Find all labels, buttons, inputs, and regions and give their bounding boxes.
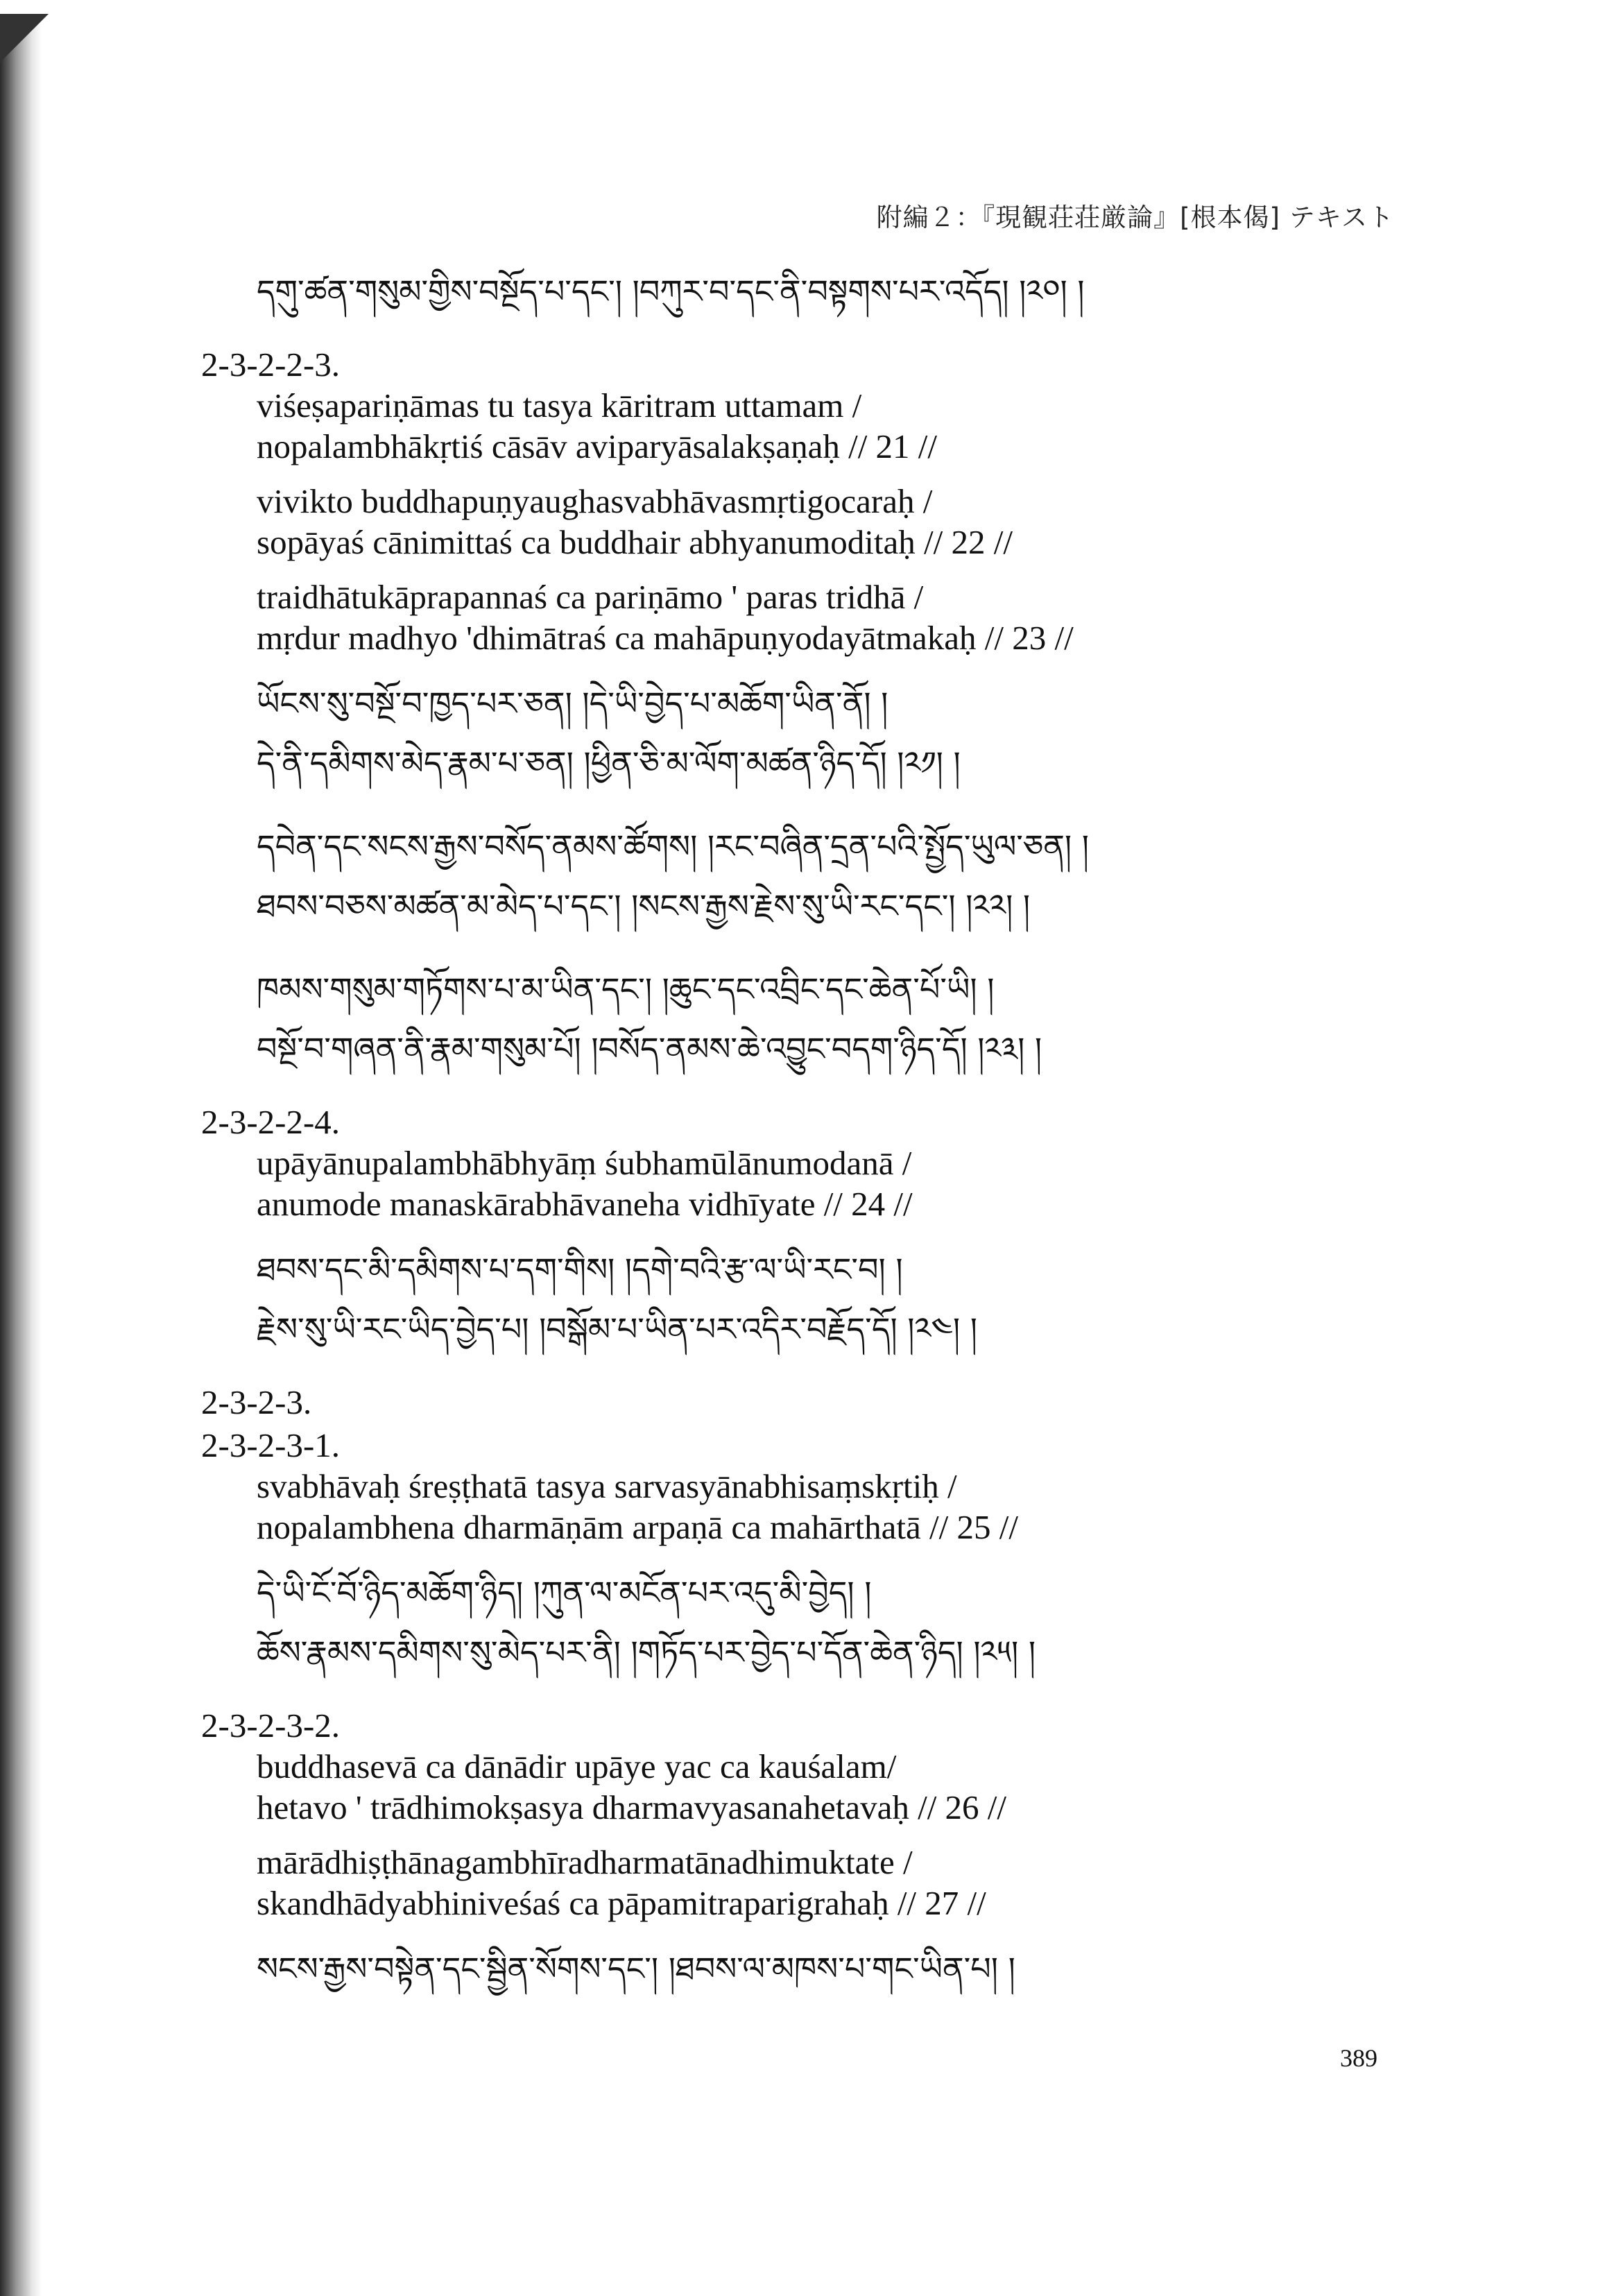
sanskrit-line: vivikto buddhapuṇyaughasvabhāvasmṛtigocaraḥ / [257,482,933,520]
sanskrit-line: nopalambhena dharmāṇām arpaṇā ca mahārthatā // 25 // [257,1508,1018,1546]
tibetan-line: ཆོས་རྣམས་དམིགས་སུ་མེད་པར་ནི། །གཏོད་པར་བྱེད་པ་དོན་ཆེན་ཉིད། །༢༥། ། [257,1634,1036,1671]
binding-corner [0,14,49,62]
sanskrit-line: skandhādyabhiniveśaś ca pāpamitraparigrahaḥ // 27 // [257,1884,986,1922]
sanskrit-line: viśeṣapariṇāmas tu tasya kāritram uttamam / [257,386,862,425]
sanskrit-verse [257,481,1450,563]
tibetan-line: སངས་རྒྱས་བསྟེན་དང་སྦྱིན་སོགས་དང་། །ཐབས་ལ་མཁས་པ་གང་ཡིན་པ། ། [257,1950,1015,1987]
section-number: 2-3-2-2-4. [201,1103,341,1141]
sanskrit-verse [257,385,1450,467]
sanskrit-line: buddhasevā ca dānādir upāye yac ca kauśalam/ [257,1747,897,1785]
tibetan-line: དེ་ཡི་ངོ་བོ་ཉིད་མཆོག་ཉིད། །ཀུན་ལ་མངོན་པར་འདུ་མི་བྱེད། ། [257,1574,872,1611]
sanskrit-verse [257,1842,1450,1924]
tibetan-line: བསྔོ་བ་གཞན་ནི་རྣམ་གསུམ་པོ། །བསོད་ནམས་ཆེ་འབྱུང་བདག་ཉིད་དོ། །༢༣། ། [257,1030,1042,1068]
tibetan-line: ཐབས་དང་མི་དམིགས་པ་དག་གིས། །དགེ་བའི་རྩ་ལ་ཡི་རང་བ། ། [257,1251,903,1288]
section-number: 2-3-2-3. [201,1383,312,1421]
tibetan-verse [257,816,1450,936]
sanskrit-verse [257,1142,1450,1224]
sanskrit-line: sopāyaś cānimittaś ca buddhair abhyanumoditaḥ // 22 // [257,523,1013,561]
binding-shadow [0,21,42,2296]
sanskrit-line: anumode manaskārabhāvaneha vidhīyate // 24 // [257,1185,913,1223]
tibetan-line: དེ་ནི་དམིགས་མེད་རྣམ་པ་ཅན། །ཕྱིན་ཅི་མ་ལོག་མཚན་ཉིད་དོ། །༢༡། ། [257,744,961,782]
sanskrit-verse [257,576,1450,658]
sanskrit-line: upāyānupalambhābhyāṃ śubhamūlānumodanā / [257,1144,912,1182]
sanskrit-line: traidhātukāprapannaś ca pariṇāmo ' paras tridhā / [257,578,924,616]
tibetan-line: ཁམས་གསུམ་གཏོགས་པ་མ་ཡིན་དང་། །ཆུང་དང་འབྲིང་དང་ཆེན་པོ་ཡི། ། [257,970,995,1008]
tibetan-line: ཡོངས་སུ་བསྔོ་བ་ཁྱད་པར་ཅན། །དེ་ཡི་བྱེད་པ་མཆོག་ཡིན་ནོ། ། [257,685,888,722]
section-number: 2-3-2-3-2. [201,1706,341,1745]
tibetan-line: རྗེས་སུ་ཡི་རང་ཡིད་བྱེད་པ། །བསྒོམ་པ་ཡིན་པར་འདིར་བརྗོད་དོ། །༢༤། ། [257,1310,977,1348]
tibetan-line: ཐབས་བཅས་མཚན་མ་མེད་པ་དང་། །སངས་རྒྱས་རྗེས་སུ་ཡི་རང་དང་། །༢༢། ། [257,887,1031,925]
sanskrit-line: mārādhiṣṭhānagambhīradharmatānadhimuktate / [257,1843,913,1881]
tibetan-verse [257,1240,1450,1359]
sanskrit-line: hetavo ' trādhimokṣasya dharmavyasanahetavaḥ // 26 // [257,1788,1007,1826]
section-number: 2-3-2-3-1. [201,1426,341,1464]
tibetan-verse [257,262,1450,321]
main-text [201,246,1450,2022]
sanskrit-line: svabhāvaḥ śreṣṭhatā tasya sarvasyānabhisaṃskṛtiḥ / [257,1467,957,1505]
tibetan-line: དབེན་དང་སངས་རྒྱས་བསོད་ནམས་ཚོགས། །རང་བཞིན་དྲན་པའི་སྤྱོད་ཡུལ་ཅན། ། [257,828,1089,865]
tibetan-line: དགུ་ཚན་གསུམ་གྱིས་བསྔོད་པ་དང་། །བཀུར་བ་དང་ནི་བསྟགས་པར་འདོད། །༢༠། ། [257,273,1085,310]
section-number: 2-3-2-2-3. [201,345,341,384]
sanskrit-line: mṛdur madhyo 'dhimātraś ca mahāpuṇyodayātmakaḥ // 23 // [257,619,1074,657]
sanskrit-line: nopalambhākṛtiś cāsāv aviparyāsalakṣaṇaḥ // 21 // [257,427,938,465]
tibetan-verse [257,1939,1450,1998]
sanskrit-verse [257,1746,1450,1828]
tibetan-verse [257,674,1450,793]
page-number: 389 [1340,2044,1377,2072]
sanskrit-verse [257,1466,1450,1548]
tibetan-verse [257,959,1450,1079]
running-header: 附編２：『現観荘荘厳論』[根本偈] テキスト [876,203,1394,232]
tibetan-verse [257,1563,1450,1682]
